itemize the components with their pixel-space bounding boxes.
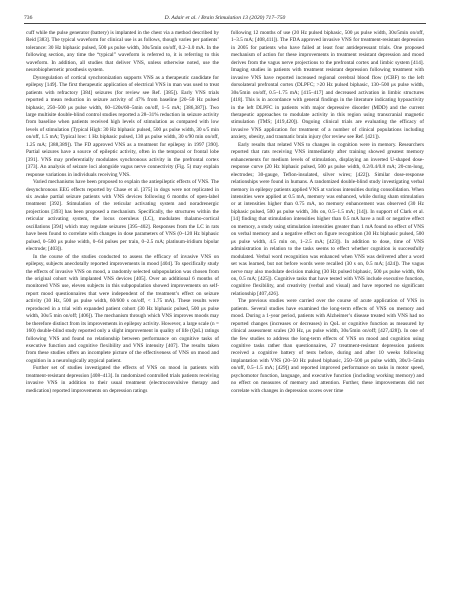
paragraph: Further set of studies investigated the effects of VNS on mood in patients with treatment-resistant depression [408–413]. In randomized controlled trials patients receiving invasive VNS in addition to their usual treatment (electroconvulsive therapy and medication) reported improvements on depression ratings <box>26 365 219 394</box>
paragraph: The previous studies were carried over the course of acute application of VNS in patients. Several studies have examined the long-term effects of VNS on memory and mood. During a 1-year period, patients with Alzheimer’s disease treated with VNS had no reported changes (increases or decreases) in QoL or cognitive function as measured by clinical assessment scales (20 Hz, μs pulse width, 30s/5min on/off; [427,428]). In one of the few studies to address the long-term effects of VNS on mood and cognition using cognitive tasks rather than questionnaires, 27 treatment-resistant depression patients received a cognitive battery of tests before, during and after 10 weeks following implantation with VNS (20–50 Hz pulsed biphasic, 250–500 μs pulse width, 30s/3–5min on/off, 0.5–1.5 mA; [429]) and reported improved performance on tasks in motor speed, psychomotor function, language, and executive function (including working memory) and no effect on measures of memory and attention. Further, these improvements did not correlate with changes in depression scores over time <box>231 298 424 394</box>
paragraph: Dysregulation of cortical synchronization supports VNS as a therapeutic candidate for epilepsy [149]. The first therapeutic application of electrical VNS in man was used to treat patients with refractory [384] seizures (for review see Ref. [385]). Early VNS trials reported a mean reduction in seizure activity of 47% from baseline [20–50 Hz pulsed biphasic, 250–500 μs pulse width, 60–120s/60–5min on/off, 1–5 mA; [386,387]). Two large multisite double-blind control studies reported a 28–31% reduction in seizure activity from baseline when patients received high levels of stimulation as compared with low levels of stimulation (Typical High: 30 Hz biphasic pulsed, 500 μs pulse width, 30 s/5 min on/off, 1.5 mA; Typical low: 1 Hz biphasic pulsed, 130 μs pulse width, 30 s/90 min on/off, 1.25 mA; [388,389]). The FD approved VNS as a treatment for epilepsy in 1997 [390]. Partial seizures have a source of epileptic activity, often in the temporal or frontal lobe [391]. VNS may preferentially modulates synchronous activity in the prefrontal cortex [373]. An analysis of seizure loci alongside vagus nerve connectivity (Fig. 5) may explain response variations in individuals receiving VNS. <box>26 74 219 178</box>
left-column <box>26 30 219 592</box>
journal-citation: D. Adair et al. / Brain Stimulation 13 (2020) 717–750 <box>164 15 286 21</box>
running-header <box>24 13 426 24</box>
page-number: 736 <box>24 15 33 21</box>
body-text <box>26 30 424 592</box>
paragraph: Early results that related VNS to changes in cognition were in memory. Researchers reported that rats receiving VNS immediately after training showed greatest memory enhancements for medium levels of stimulation, displaying an inverted U-shaped dose-response curve (20 Hz biphasic pulsed, 500 μs pulse width, 0.2/0.4/0.8 mA; 20-cm-long, electrodes; 30-gauge, Teflon-insulated, silver wires; [422]). Similar dose-response relationships were found in humans. A randomized double-blind study investigating verbal memory in epilepsy patients applied VNS at various intensities during consolidation. When intensities were applied at 0.5 mA, memory was enhanced, while during sham stimulation or at intensities higher than 0.75 mA, no memory enhancement was observed (30 Hz biphasic pulsed, 500 μs pulse width, 30s on, 0.5–1.5 mA; [14]). In support of Clark et al. [14] finding that stimulation intensities higher than 0.5 mA have a null or negative effect on memory, a study using stimulation intensities greater than 1 mA found no effect of VNS on verbal memory and a negative effect on figure recognition (30 Hz biphasic pulsed, 500 μs pulse width, 4.5 min on, 1–2.5 mA; [423]). In addition to dose, time of VNS administration in relation to the tasks seems to effect whether cognition is successfully modulated. Verbal word recognition was enhanced when VNS was delivered after a word set was learned, but not before words were recalled (30 s on, 0.5 mA; [424]). The vagus nerve may also modulate decision making (30 Hz pulsed biphasic, 500 μs pulse width, 60s on, 0.5 mA; [425]). Cognitive tasks that have tested with VNS include executive function, cognitive flexibility, and creativity (verbal and visual) and have reported no significant relationship [407,426]. <box>231 141 424 297</box>
paragraph: In the course of the studies conducted to assess the efficacy of invasive VNS on epilepsy, subjects anecdotally reported improvements in mood [404]. To specifically study the effects of invasive VNS on mood, a randomly selected subpopulation was chosen from the original cohort with implanted VNS devices [405]. Over an additional 6 months of monitored VNS use, eleven subjects in this subpopulation showed improvements on self-report mood questionnaires that were independent of the treatment’s effect on seizure activity (30 Hz, 500 μs pulse width, 60/600 s on/off, < 1.75 mA). These results were reproduced in a trial with expanded patient cohort (30 Hz biphasic pulsed, 500 μs pulse width, 30s/5 min on/off; [406]). The mechanism through which VNS improves moods may be therefore distinct from its improvements in epilepsy activity. However, a large scale (n = 160) double-blind study reported only a slight improvement in quality of life (QoL) ratings following VNS and found no relationship between performance on cognitive tasks of executive function and cognitive flexibility and VNS intensity [407]. The results taken from these studies offers an incomplete picture of the effectiveness of VNS on mood and cognition in a neurologically atypical patient. <box>26 253 219 364</box>
paragraph: following 12 months of use (20 Hz pulsed biphasic, 500 μs pulse width, 30s/5min on/off, 1–3.5 mA; [408,411]). The FDA approved invasive VNS for treatment-resistant depression in 2005 for patients who have failed at least four antidepressant trials. One proposed mechanism of action for these improvements in treatment resistant depression and mood derives from the vagus nerve projections to the prefrontal cortex and limbic system [414]. Imaging studies in patients with treatment resistant depression following treatment with invasive VNS have reported increased regional cerebral blood flow (rCBF) to the left dorsolateral prefrontal cortex (DLPFC; >20 Hz pulsed biphasic, 130–500 μs pulse width, 30s/5min on/off, 0.5–1.75 mA; [415–417] and decreased activation in limbic structures [418]. This is in accordance with general findings in the literature indicating hypoactivity in the left DLPFC in patients with major depressive disorder (MDD) and the current therapeutic approaches to modulate activity in this region using transcranial magnetic stimulation (TMS; [419,420]). Ongoing clinical trials are evaluating the efficacy of invasive VNS application for treatment of a number of clinical populations including anxiety, obesity, and traumatic brain injury (for review see Ref. [421]). <box>231 30 424 141</box>
paragraph: cuff while the pulse generator (battery) is implanted in the chest via a method described by Reid [383]. The typical waveform for clinical use is as follows, though varies per patients’ tolerance: 30 Hz biphasic pulsed, 500 μs pulse width, 30s/5min on/off, 0.2–3.0 mA. In the following section, any time the “typical” waveform is referred to, it is referring to this waveform. In addition, all studies that deliver VNS, unless otherwise noted, use the neurobiophernetic prosthesis system. <box>26 30 219 74</box>
right-column <box>231 30 424 592</box>
paragraph: Varied mechanisms have been proposed to explain the antiepileptic effects of VNS. The desynchronous EEG effects reported by Chase et al. [375] in dogs were not replicated in six awake partial seizure patients with VNS devices following 6 months of open-label treatment [392]. Stimulation of the reticular activating system and noradrenergic projections [393] has been proposed a mechanism. Specifically, the structures within the reticular activating system, the locus coeruleus (LC), modulates thalamo-cortical oscillations [394] which may regulate seizures [395–402]. Responses from the LC in rats have been found to correlate with changes in dose parameters of VNS (0–120 Hz biphasic pulsed, 0–500 μs pulse width, 0–64 pulses per train, 0–2.5 mA; platinum-iridium bipolar electrode; [403]). <box>26 179 219 253</box>
